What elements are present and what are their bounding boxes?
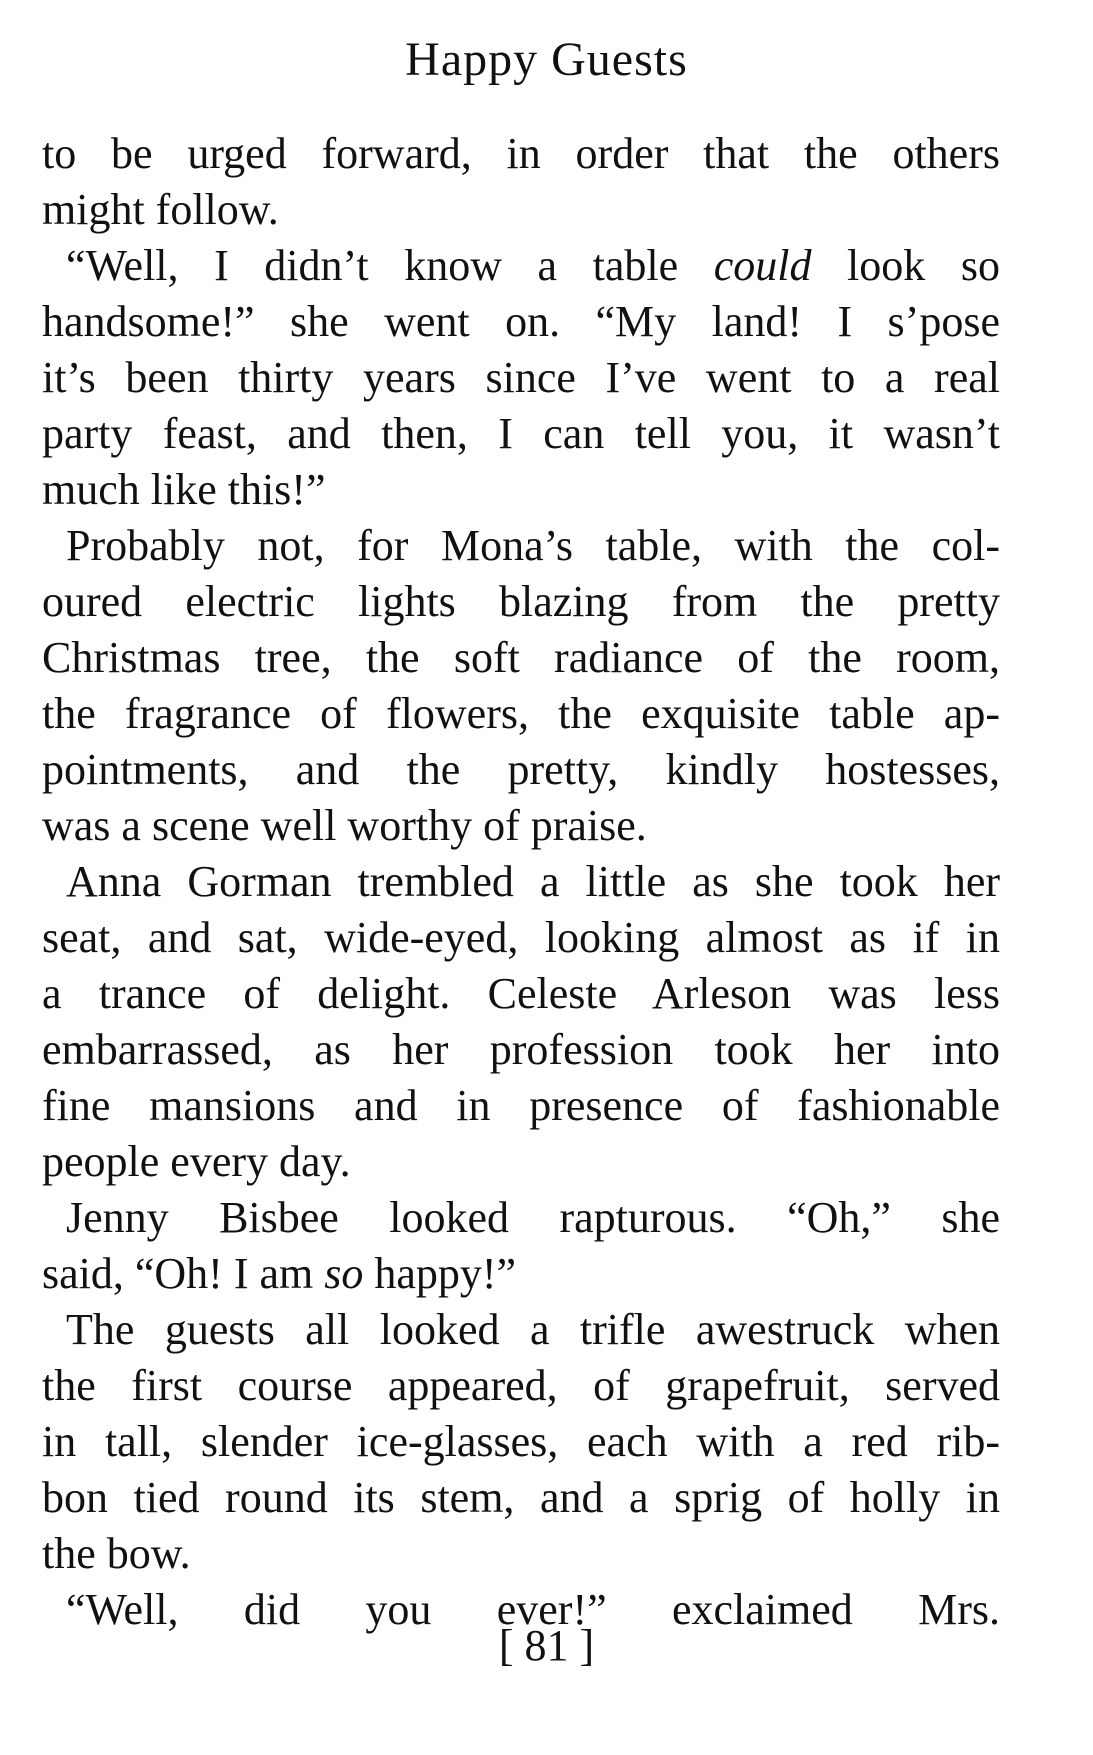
- text-line: the bow.: [42, 1529, 191, 1578]
- text-line: was a scene well worthy of praise.: [42, 801, 647, 850]
- text-line: bon tied round its stem, and a sprig of holly in: [42, 1473, 1000, 1522]
- text-line: Christmas tree, the soft radiance of the room,: [42, 633, 1000, 682]
- text-line: Probably not, for Mona’s table, with the col-: [66, 521, 1000, 570]
- text-line: embarrassed, as her profession took her into: [42, 1025, 1000, 1074]
- text-line: in tall, slender ice-glasses, each with a red rib-: [42, 1417, 1000, 1466]
- emphasis: could: [713, 241, 812, 290]
- text-line: it’s been thirty years since I’ve went to a real: [42, 353, 1000, 402]
- running-title: Happy Guests: [405, 33, 688, 86]
- text-line: “Well, did you ever!” exclaimed Mrs.: [66, 1585, 1000, 1634]
- text-line: The guests all looked a trifle awestruck when: [66, 1305, 1000, 1354]
- text-run: “Well, I didn’t know a table: [66, 241, 714, 290]
- text-line: the first course appeared, of grapefruit, served: [42, 1361, 1000, 1410]
- text-line: seat, and sat, wide-eyed, looking almost as if in: [42, 913, 1000, 962]
- text-run: look so: [811, 241, 1000, 290]
- body-text: [42, 126, 1000, 1638]
- text-line: people every day.: [42, 1137, 351, 1186]
- text-line: party feast, and then, I can tell you, it wasn’t: [42, 409, 1000, 458]
- text-line: fine mansions and in presence of fashionable: [42, 1081, 1000, 1130]
- text-line: might follow.: [42, 185, 279, 234]
- text-line: [42, 238, 1000, 294]
- text-line: [42, 1246, 1000, 1302]
- text-line: Jenny Bisbee looked rapturous. “Oh,” she: [66, 1193, 1000, 1242]
- text-line: oured electric lights blazing from the pretty: [42, 577, 1000, 626]
- emphasis: so: [324, 1249, 364, 1298]
- text-line: Anna Gorman trembled a little as she took her: [66, 857, 1000, 906]
- text-run: happy!”: [363, 1249, 517, 1298]
- page-number: [ 81 ]: [498, 1621, 595, 1670]
- text-line: much like this!”: [42, 465, 326, 514]
- text-line: pointments, and the pretty, kindly hostesses,: [42, 745, 1000, 794]
- text-line: to be urged forward, in order that the others: [42, 129, 1000, 178]
- text-line: the fragrance of flowers, the exquisite table ap-: [42, 689, 1000, 738]
- text-line: a trance of delight. Celeste Arleson was less: [42, 969, 1000, 1018]
- text-run: said, “Oh! I am: [42, 1249, 325, 1298]
- text-line: handsome!” she went on. “My land! I s’pose: [42, 297, 1000, 346]
